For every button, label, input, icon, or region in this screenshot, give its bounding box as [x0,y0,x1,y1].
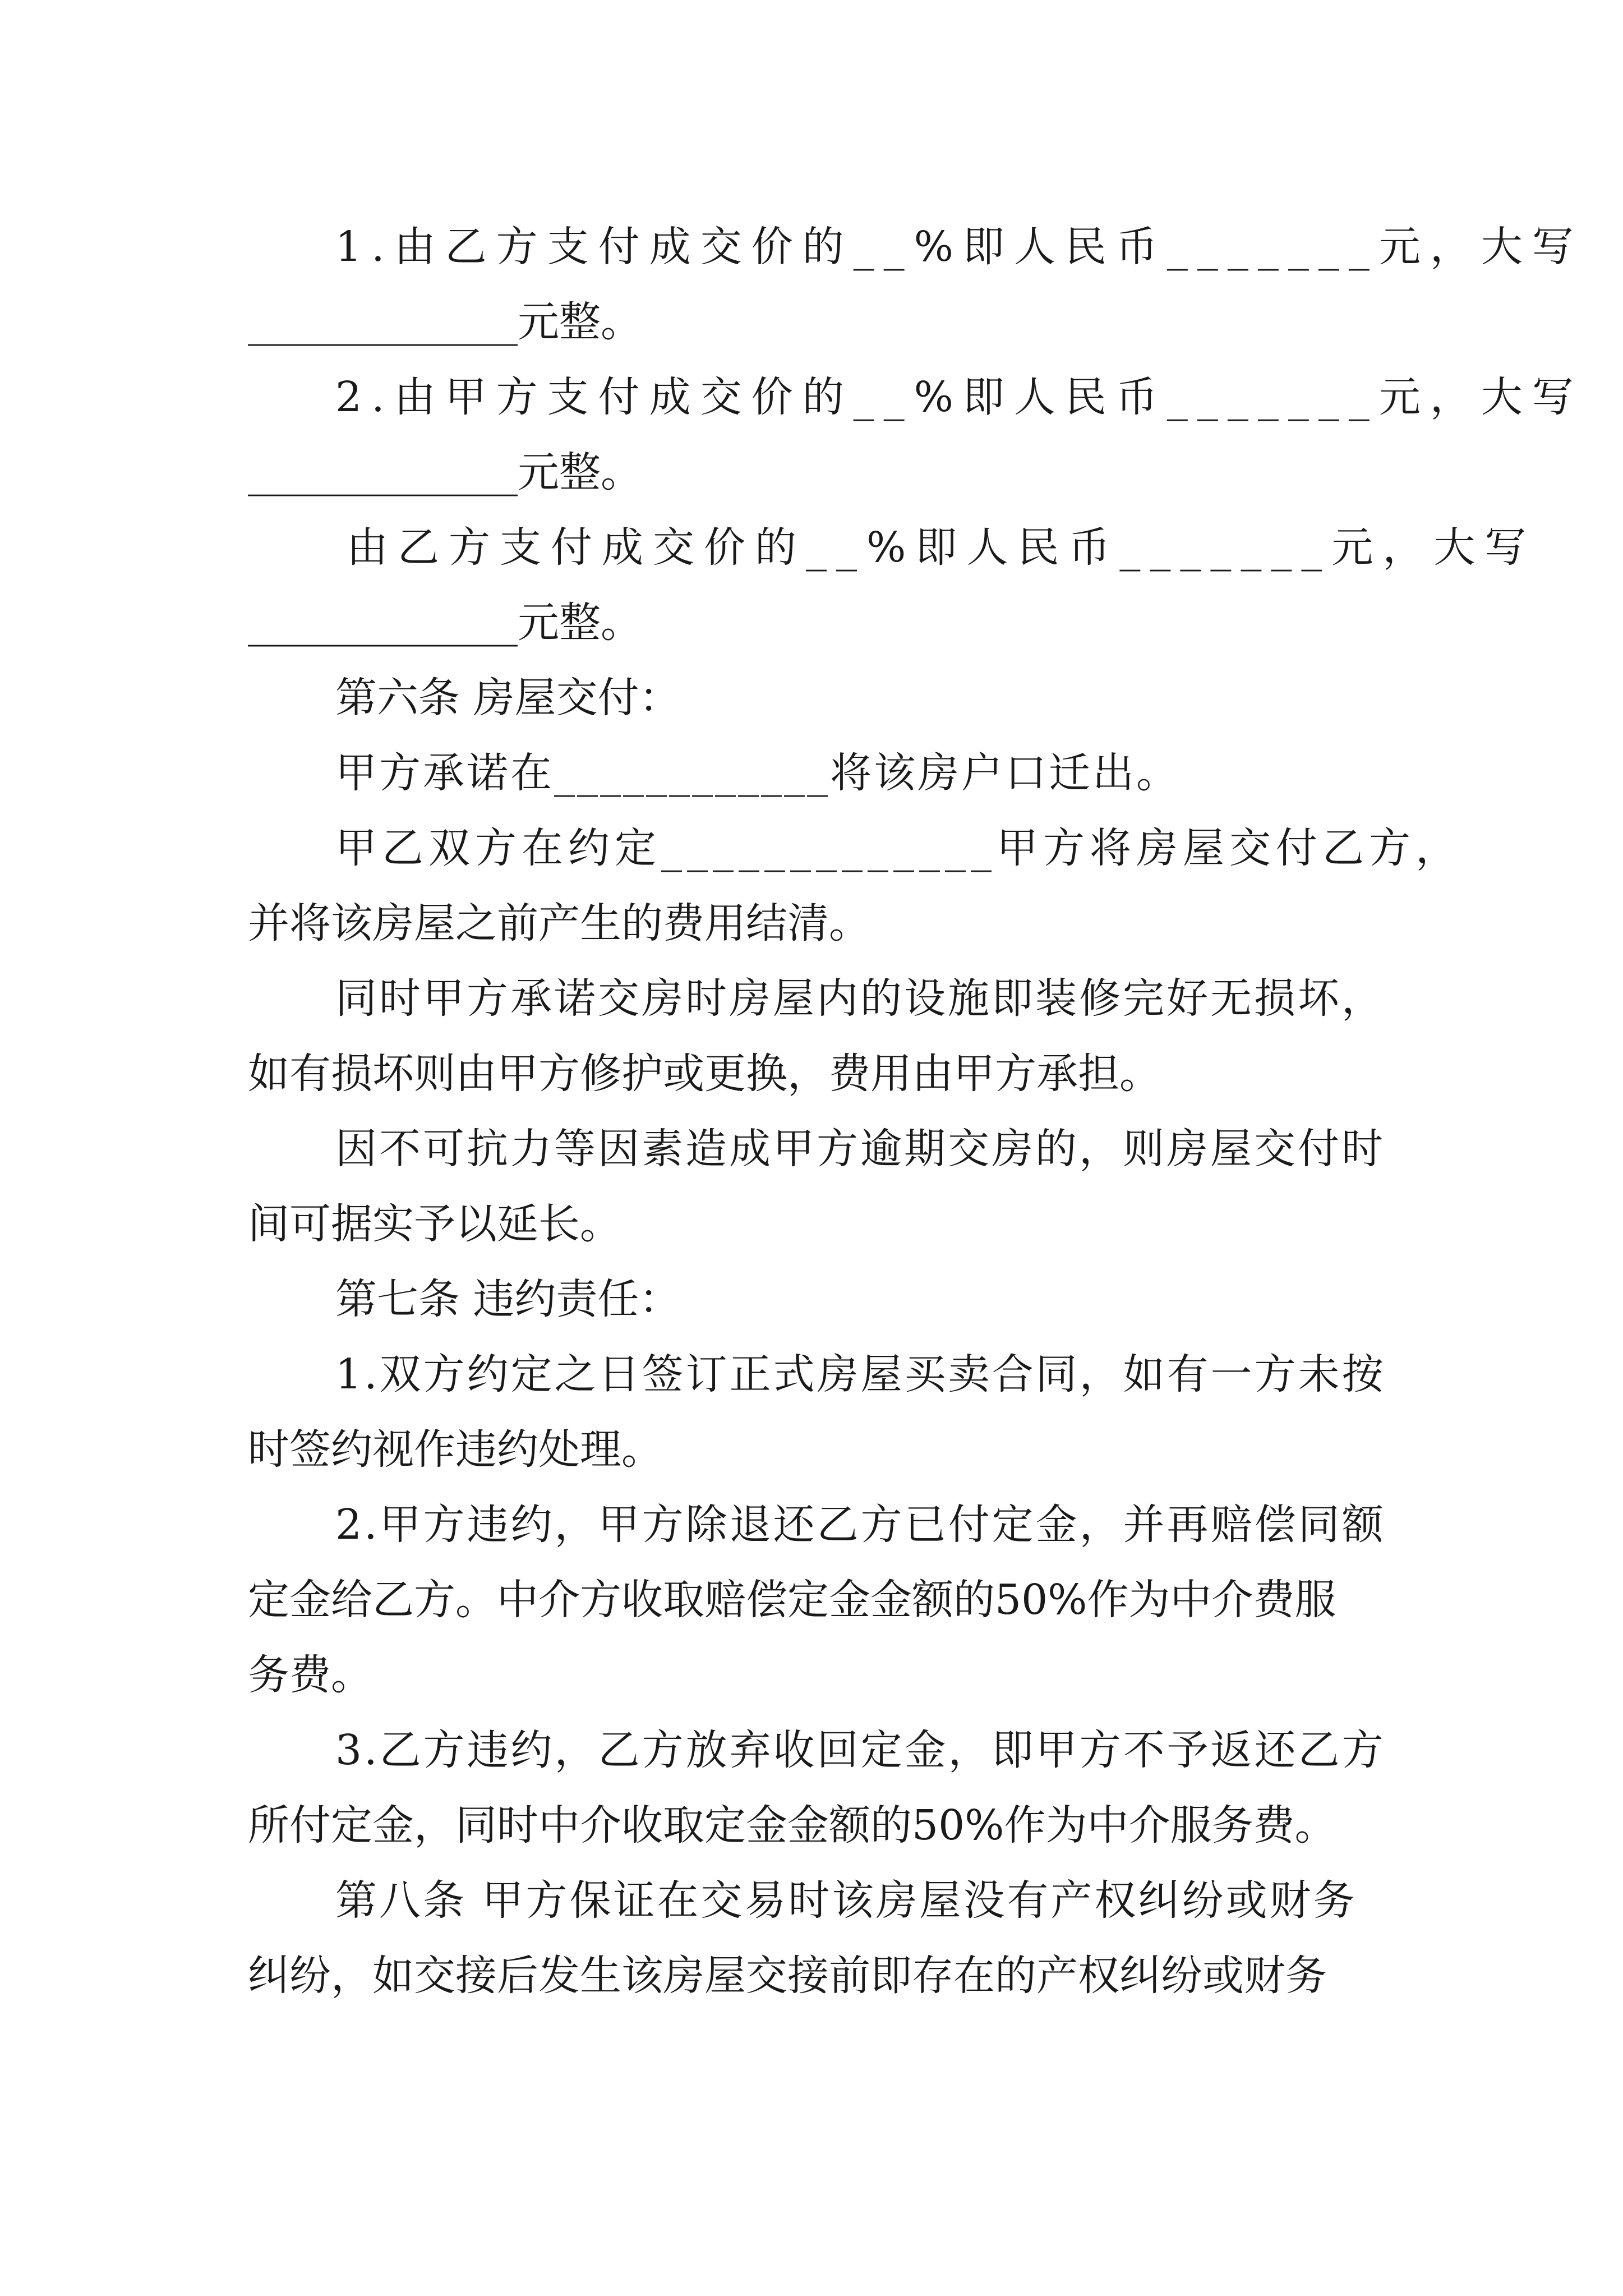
paragraph-line: 所付定金，同时中介收取定金金额的50%作为中介服务费。 [248,1801,1336,1849]
paragraph-line: 2.由甲方支付成交价的__%即人民币_______元，大写 [335,373,1583,421]
paragraph-line: 时签约视作违约处理。 [248,1425,663,1474]
paragraph-line: 由乙方支付成交价的__%即人民币_______元，大写 [347,523,1536,572]
paragraph-line: 甲方承诺在____________将该房户口迁出。 [335,749,1180,797]
section-heading: 第七条 违约责任： [335,1275,681,1323]
paragraph-line: 2.甲方违约，甲方除退还乙方已付定金，并再赔偿同额 [335,1501,1386,1549]
paragraph-line: 并将该房屋之前产生的费用结清。 [248,899,870,947]
paragraph-line: 务费。 [248,1651,372,1699]
paragraph-line: 甲乙双方在约定_____________甲方将房屋交付乙方， [335,824,1462,872]
paragraph-line: 1.由乙方支付成交价的__%即人民币_______元，大写 [335,223,1583,271]
paragraph-line: _____________元整。 [248,599,642,647]
paragraph-line: _____________元整。 [248,298,642,346]
paragraph-line: 纠纷，如交接后发生该房屋交接前即存在的产权纠纷或财务 [248,1952,1327,2000]
paragraph-line: 间可据实予以延长。 [248,1200,621,1248]
paragraph-line: 同时甲方承诺交房时房屋内的设施即装修完好无损坏， [335,974,1385,1023]
paragraph-line: 定金给乙方。中介方收取赔偿定金金额的50%作为中介费服 [248,1576,1336,1624]
paragraph-line: _____________元整。 [248,448,642,496]
paragraph-line: 3.乙方违约，乙方放弃收回定金，即甲方不予返还乙方 [335,1726,1386,1774]
paragraph-line: 第八条 甲方保证在交易时该房屋没有产权纠纷或财务 [335,1876,1357,1925]
paragraph-line: 1.双方约定之日签订正式房屋买卖合同，如有一方未按 [335,1350,1386,1398]
paragraph-line: 因不可抗力等因素造成甲方逾期交房的，则房屋交付时 [335,1125,1385,1173]
section-heading: 第六条 房屋交付： [335,674,681,722]
paragraph-line: 如有损坏则由甲方修护或更换，费用由甲方承担。 [248,1050,1161,1098]
